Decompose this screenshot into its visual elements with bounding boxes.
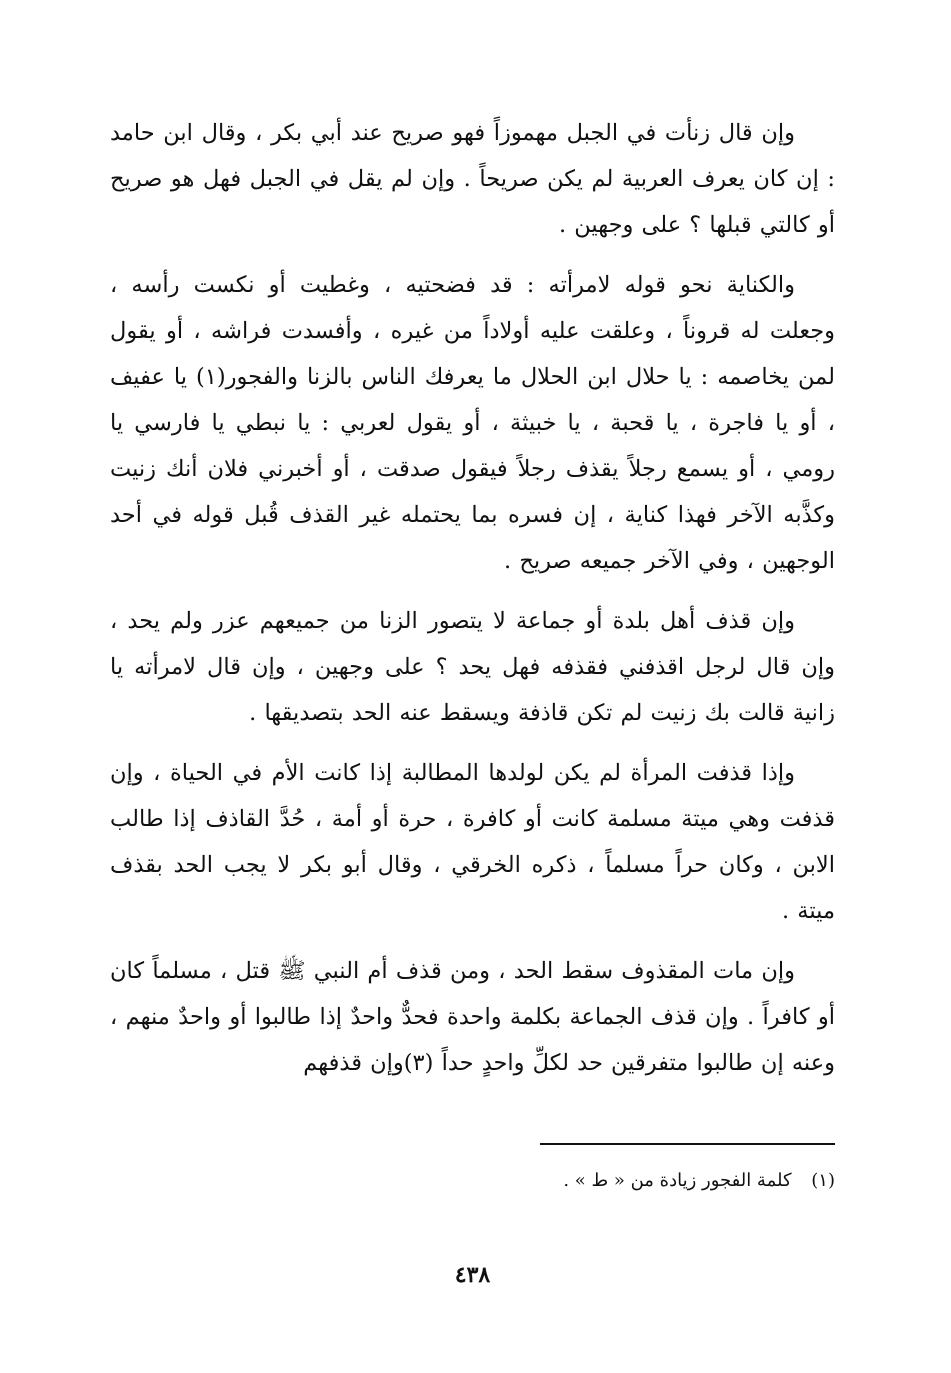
main-text: [110, 110, 835, 1100]
footnote: [110, 1166, 835, 1196]
book-page: [110, 110, 835, 1310]
paragraph-1: وإن قال زنأت في الجبل مهموزاً فهو صريح عند أبي بكر ، وقال ابن حامد : إن كان يعرف العربية لم يكن صريحاً . وإن لم يقل في الجبل فهل هو صريح أو كالتي قبلها ؟ على وجهين .: [110, 120, 835, 238]
footnote-text: كلمة الفجور زيادة من « ط » .: [563, 1170, 792, 1191]
page-number: ٤٣٨: [454, 1262, 491, 1288]
paragraph-5: وإن مات المقذوف سقط الحد ، ومن قذف أم النبي ﷺ قتل ، مسلماً كان أو كافراً . وإن قذف الجماعة بكلمة واحدة فحدٌّ واحدٌ إذا طالبوا أو واحدٌ منهم ، وعنه إن طالبوا متفرقين حد لكلِّ واحدٍ حداً (٣)وإن قذفهم: [110, 958, 835, 1076]
paragraph-4: وإذا قذفت المرأة لم يكن لولدها المطالبة إذا كانت الأم في الحياة ، وإن قذفت وهي ميتة مسلمة كانت أو كافرة ، حرة أو أمة ، حُدَّ القاذف إذا طالب الابن ، وكان حراً مسلماً ، ذكره الخرقي ، وقال أبو بكر لا يجب الحد بقذف ميتة .: [110, 760, 835, 924]
paragraph-3: وإن قذف أهل بلدة أو جماعة لا يتصور الزنا من جميعهم عزر ولم يحد ، وإن قال لرجل اقذفني فقذفه فهل يحد ؟ على وجهين ، وإن قال لامرأته يا زانية قالت بك زنيت لم تكن قاذفة ويسقط عنه الحد بتصديقها .: [110, 608, 835, 726]
footnote-divider: [540, 1143, 835, 1145]
paragraph-2: والكناية نحو قوله لامرأته : قد فضحتيه ، وغطيت أو نكست رأسه ، وجعلت له قروناً ، وعلقت عليه أولاداً من غيره ، وأفسدت فراشه ، أو يقول لمن يخاصمه : يا حلال ابن الحلال ما يعرفك الناس بالزنا والفجور(١) يا عفيف ، أو يا فاجرة ، يا قحبة ، يا خبيثة ، أو يقول لعربي : يا نبطي يا فارسي يا رومي ، أو يسمع رجلاً يقذف رجلاً فيقول صدقت ، أو أخبرني فلان أنك زنيت وكذَّبه الآخر فهذا كناية ، إن فسره بما يحتمله غير القذف قُبل قوله في أحد الوجهين ، وفي الآخر جميعه صريح .: [110, 272, 835, 574]
footnote-number: (١): [811, 1170, 835, 1191]
